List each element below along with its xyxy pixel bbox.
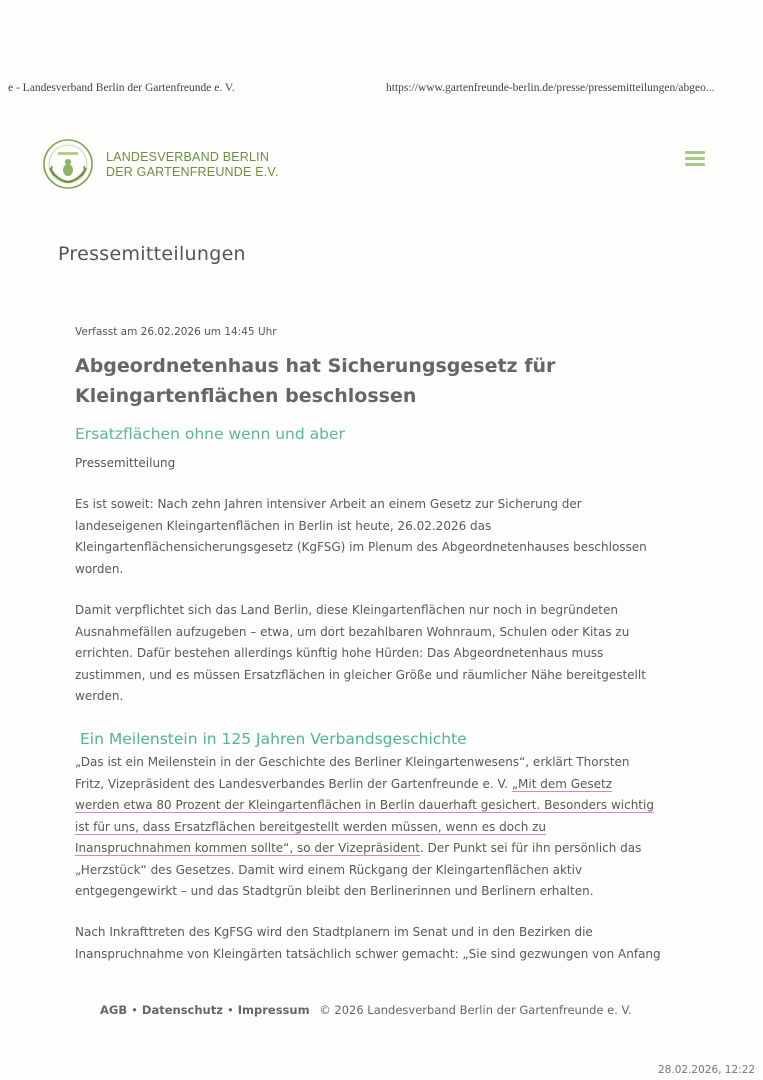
paragraph-line xyxy=(75,838,675,860)
paragraph-2 xyxy=(75,600,675,708)
highlighted-quote: ist für uns, dass Ersatzflächen bereitgestellt werden müssen, wenn es doch zu xyxy=(75,819,547,834)
paragraph-line: Nach Inkrafttreten des KgFSG wird den Stadtplanern im Senat und in den Bezirken die xyxy=(75,925,593,939)
footer-separator: • xyxy=(226,1003,234,1017)
paragraph-line: Inanspruchnahme von Kleingärten tatsächlich schwer gemacht: „Sie sind gezwungen von Anfang xyxy=(75,946,661,961)
article-subtitle: Ersatzflächen ohne wenn und aber xyxy=(75,425,345,443)
highlighted-quote: „Mit dem Gesetz xyxy=(511,776,613,791)
footer-link-impressum[interactable]: Impressum xyxy=(237,1003,310,1017)
footer-link-datenschutz[interactable]: Datenschutz xyxy=(141,1003,223,1017)
text-segment: . Der Punkt sei für ihn persönlich das xyxy=(419,841,642,855)
footer-separator: • xyxy=(131,1003,138,1017)
print-page-title: e - Landesverband Berlin der Gartenfreunde e. V. xyxy=(8,82,235,94)
paragraph-3 xyxy=(75,752,675,903)
paragraph-line: Ausnahmefällen aufzugeben – etwa, um dort bezahlbaren Wohnraum, Schulen oder Kitas zu xyxy=(75,624,630,639)
paragraph-line: entgegengewirkt – und das Stadtgrün bleibt den Berlinerinnen und Berlinern erhalten. xyxy=(75,884,594,898)
section-heading: Ein Meilenstein in 125 Jahren Verbandsgeschichte xyxy=(80,730,467,748)
org-name-line1: LANDESVERBAND BERLIN xyxy=(106,150,270,164)
paragraph-line: Es ist soweit: Nach zehn Jahren intensiver Arbeit an einem Gesetz zur Sicherung der xyxy=(75,497,582,511)
paragraph-line: „Herzstück“ des Gesetzes. Damit wird einem Rückgang der Kleingartenflächen aktiv xyxy=(75,862,583,877)
article-byline: Verfasst am 26.02.2026 um 14:45 Uhr xyxy=(75,326,277,338)
paragraph-line: Kleingartenflächensicherungsgesetz (KgFSG) im Plenum des Abgeordnetenhauses beschlossen xyxy=(75,540,647,554)
paragraph-4 xyxy=(75,922,675,965)
paragraph-line: landeseigenen Kleingartenflächen in Berlin ist heute, 26.02.2026 das xyxy=(75,518,492,533)
paragraph-line: zustimmen, und es müssen Ersatzflächen in gleicher Größe und räumlicher Nähe bereitgestellt xyxy=(75,667,646,682)
article-title xyxy=(75,351,715,411)
paragraph-1 xyxy=(75,494,675,580)
article-title-line2: Kleingartenflächen beschlossen xyxy=(75,385,417,407)
footer-link-agb[interactable]: AGB xyxy=(100,1003,128,1017)
hamburger-menu-icon[interactable] xyxy=(685,151,705,167)
organization-name[interactable] xyxy=(106,150,279,180)
print-datetime: 28.02.2026, 12:22 xyxy=(658,1064,756,1076)
text-segment: Fritz, Vizepräsident des Landesverbandes Berlin der Gartenfreunde e. V. xyxy=(75,776,512,791)
article-title-line1: Abgeordnetenhaus hat Sicherungsgesetz für xyxy=(75,355,556,377)
article-category: Pressemitteilung xyxy=(75,456,176,470)
highlighted-quote: Inanspruchnahmen kommen sollte“, so der Vizepräsident xyxy=(75,841,420,855)
print-page-url: https://www.gartenfreunde-berlin.de/presse/pressemitteilungen/abgeo... xyxy=(386,82,715,94)
paragraph-line xyxy=(75,774,675,796)
paragraph-line: werden. xyxy=(75,689,124,703)
footer-copyright: © 2026 Landesverband Berlin der Gartenfreunde e. V. xyxy=(319,1003,632,1017)
paragraph-line: errichten. Dafür bestehen allerdings künftig hohe Hürden: Das Abgeordnetenhaus muss xyxy=(75,646,604,660)
bear-wreath-logo-icon[interactable] xyxy=(42,138,94,190)
org-name-line2: DER GARTENFREUNDE E.V. xyxy=(106,165,279,179)
page-heading: Pressemitteilungen xyxy=(58,243,246,265)
paragraph-line: Damit verpflichtet sich das Land Berlin, diese Kleingartenflächen nur noch in begründeten xyxy=(75,603,618,617)
highlighted-quote: werden etwa 80 Prozent der Kleingartenflächen in Berlin dauerhaft gesichert. Besonders wichtig xyxy=(75,798,654,812)
paragraph-line: worden. xyxy=(75,561,124,576)
site-footer xyxy=(100,1003,632,1017)
paragraph-line: „Das ist ein Meilenstein in der Geschichte des Berliner Kleingartenwesens“, erklärt Thorsten xyxy=(75,755,630,769)
